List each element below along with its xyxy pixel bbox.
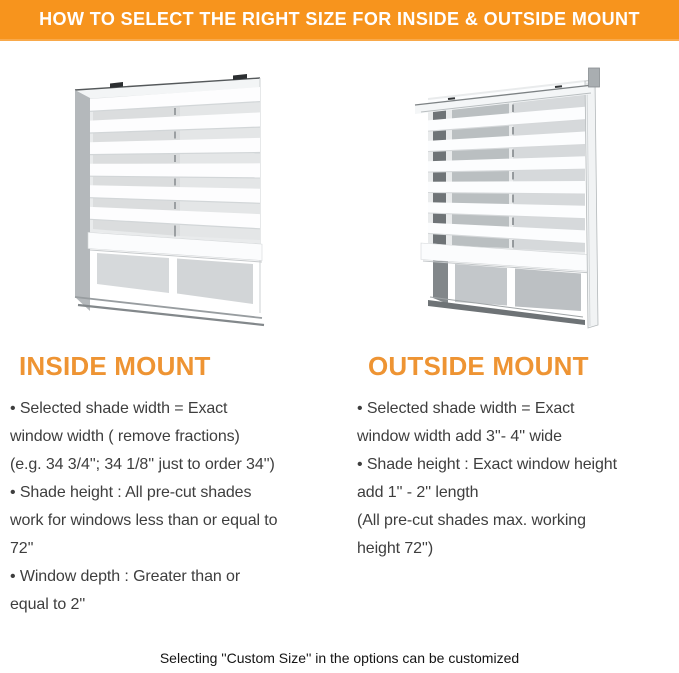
footer-note: Selecting ''Custom Size'' in the options can be customized: [159, 650, 520, 666]
text-line: equal to 2'': [10, 596, 86, 613]
outside-mount-heading: OUTSIDE MOUNT: [368, 351, 589, 381]
bullet-line: • Shade height : All pre-cut shades: [10, 484, 252, 501]
inside-zebra-shade: [88, 87, 262, 262]
outside-mount-section: [357, 395, 677, 563]
text-line: window width ( remove fractions): [10, 428, 240, 445]
bullet-line: • Selected shade width = Exact: [357, 400, 575, 417]
text-line: height 72''): [357, 540, 434, 557]
text-line: work for windows less than or equal to: [10, 512, 278, 529]
inside-mount-section: [10, 395, 350, 619]
bullet-line: • Window depth : Greater than or: [10, 568, 241, 585]
mount-bracket-icon: [589, 68, 600, 87]
header-banner: [0, 0, 679, 41]
text-line: 72'': [10, 540, 34, 557]
text-line: add 1'' - 2'' length: [357, 484, 479, 501]
inside-mount-heading: INSIDE MOUNT: [19, 351, 211, 381]
shade-side-rail: [585, 80, 598, 328]
screw-icon: [448, 98, 455, 99]
outside-mount-illustration: [395, 52, 625, 367]
text-line: window width add 3''- 4'' wide: [357, 428, 562, 445]
inside-mount-illustration: [55, 64, 275, 354]
screw-icon: [555, 86, 562, 87]
bullet-line: • Shade height : Exact window height: [357, 456, 617, 473]
text-line: (All pre-cut shades max. working: [357, 512, 586, 529]
bullet-line: • Selected shade width = Exact: [10, 400, 228, 417]
inside-window-glass: [75, 253, 264, 325]
header-title: HOW TO SELECT THE RIGHT SIZE FOR INSIDE & OUTSIDE MOUNT: [39, 9, 640, 29]
text-line: (e.g. 34 3/4''; 34 1/8'' just to order 34''): [10, 456, 275, 473]
